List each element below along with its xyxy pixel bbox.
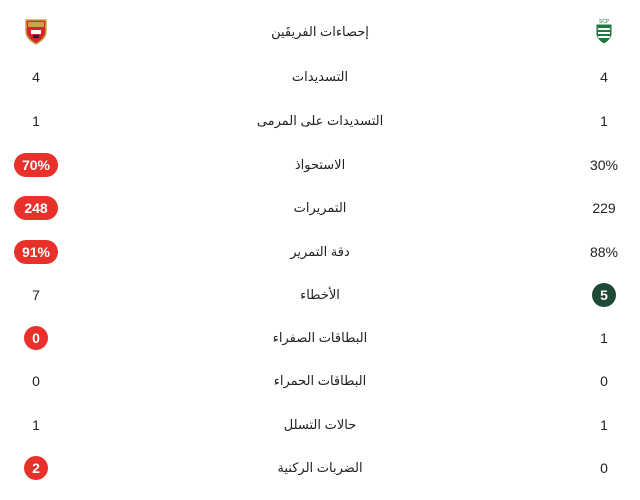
stat-left-value: 248 [14,196,58,220]
stat-right-cell [568,361,640,401]
stat-left-cell [0,188,72,228]
stat-right-cell [568,188,640,228]
stat-right-value: 0 [600,373,608,389]
stat-right-cell [568,145,640,185]
stat-left-cell [0,361,72,401]
stat-row [0,405,640,445]
stat-right-cell [568,405,640,445]
stat-label: الاستحواذ [294,157,346,172]
stat-label: البطاقات الحمراء [273,373,367,388]
stat-left-value: 70% [14,153,58,177]
stat-label: البطاقات الصفراء [272,330,368,345]
page-title: إحصاءات الفريقَين [271,24,369,39]
stat-row [0,145,640,185]
stat-right-value: 30% [589,157,619,173]
stat-row [0,361,640,401]
stat-right-value: 4 [600,69,608,85]
stat-row [0,275,640,315]
stat-right-cell [568,232,640,272]
stat-left-cell [0,232,72,272]
stat-label: الأخطاء [300,287,340,302]
stat-left-value: 4 [32,69,40,85]
stat-label: التسديدات على المرمى [256,113,384,128]
stat-label: التمريرات [293,200,347,215]
stat-left-cell [0,101,72,141]
stat-right-value: 1 [600,330,608,346]
stat-left-cell [0,57,72,97]
arsenal-team[interactable] [0,12,72,52]
stat-row [0,448,640,488]
stat-row [0,232,640,272]
stat-row [0,188,640,228]
stat-right-cell [568,57,640,97]
stat-row [0,57,640,97]
stat-right-value: 1 [600,417,608,433]
stat-left-value: 91% [14,240,58,264]
stat-left-cell [0,145,72,185]
stat-right-value: 1 [600,113,608,129]
stat-left-cell [0,405,72,445]
stat-left-value: 2 [24,456,48,480]
stats-header [0,12,640,52]
stat-label: دقة التمرير [290,244,350,259]
stat-left-value: 0 [32,373,40,389]
sporting-team[interactable] [568,12,640,52]
stat-right-cell [568,318,640,358]
stat-row [0,101,640,141]
svg-text:SCP: SCP [598,19,610,25]
stat-left-cell [0,448,72,488]
stat-left-value: 7 [32,287,40,303]
stat-right-cell [568,448,640,488]
stat-right-value: 88% [589,244,619,260]
stat-left-cell [0,275,72,315]
stat-label: حالات التسلل [283,417,357,432]
stat-right-cell [568,101,640,141]
stat-left-value: 0 [24,326,48,350]
stat-right-value: 229 [592,200,616,216]
stat-left-value: 1 [32,113,40,129]
stat-right-value: 0 [600,460,608,476]
stat-left-cell [0,318,72,358]
stat-label: الضربات الركنية [277,460,363,475]
arsenal-crest-icon [24,18,48,46]
stat-row [0,318,640,358]
stat-left-value: 1 [32,417,40,433]
sporting-cp-crest-icon [592,18,616,46]
stat-label: التسديدات [291,69,349,84]
stat-right-cell [568,275,640,315]
stat-right-value: 5 [592,283,616,307]
